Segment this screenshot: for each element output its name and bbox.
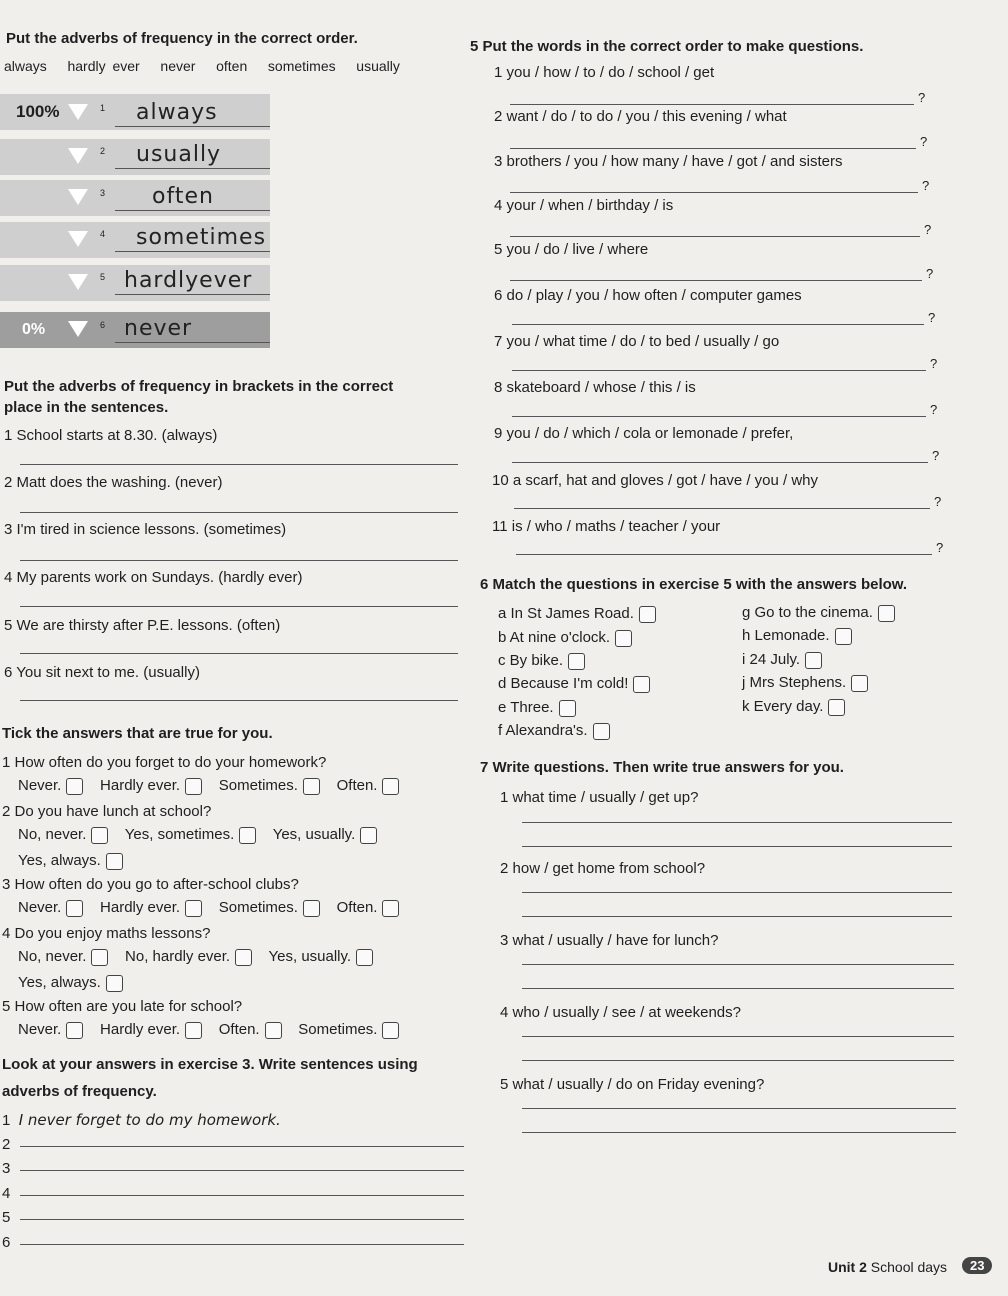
ex-6-answer <box>742 627 852 645</box>
answer-label: j Mrs Stephens. <box>742 674 847 691</box>
tick-box[interactable] <box>66 900 83 917</box>
ex-6-answer <box>498 605 656 623</box>
question-mark: ? <box>918 90 926 105</box>
ex-6-heading: 6 Match the questions in exercise 5 with the answers below. <box>480 576 908 593</box>
question-mark: ? <box>928 310 936 325</box>
tick-box[interactable] <box>185 778 202 795</box>
answer-label: e Three. <box>498 699 554 716</box>
arrow-down-icon <box>68 148 88 164</box>
option-label: Never. <box>18 777 62 794</box>
option-label: Yes, sometimes. <box>124 826 235 843</box>
ex-5-item: 7 you / what time / do / to bed / usually / go <box>494 333 780 350</box>
tick-box[interactable] <box>382 1022 399 1039</box>
option-label: Yes, usually. <box>268 948 352 965</box>
option-label: Hardly ever. <box>100 1021 181 1038</box>
handwritten-answer: always <box>136 100 218 125</box>
answer-label: c By bike. <box>498 652 564 669</box>
scale-top-label: 100% <box>16 102 60 121</box>
match-box[interactable] <box>633 676 650 693</box>
match-box[interactable] <box>593 723 610 740</box>
tick-box[interactable] <box>356 949 373 966</box>
ex-6-answer <box>498 629 632 647</box>
word-bank-item: sometimes <box>267 58 336 74</box>
ex-5-item: 2 want / do / to do / you / this evening / what <box>494 108 787 125</box>
question-mark: ? <box>936 540 944 555</box>
arrow-down-icon <box>68 274 88 290</box>
option-label: Hardly ever. <box>100 899 181 916</box>
tick-box[interactable] <box>66 1022 83 1039</box>
handwritten-answer: never <box>124 316 193 341</box>
unit-title: School days <box>870 1259 948 1275</box>
ex-3-q2: 2 Do you have lunch at school? <box>2 803 212 820</box>
option-label: Yes, always. <box>18 974 101 991</box>
question-mark: ? <box>934 494 942 509</box>
ex-6-answer <box>498 722 610 740</box>
match-box[interactable] <box>835 628 852 645</box>
scale-bottom-label: 0% <box>22 321 46 338</box>
arrow-down-icon <box>68 321 88 337</box>
tick-box[interactable] <box>360 827 377 844</box>
match-box[interactable] <box>639 606 656 623</box>
question-mark: ? <box>926 266 934 281</box>
handwritten-answer: sometimes <box>136 225 267 250</box>
question-mark: ? <box>922 178 930 193</box>
answer-label: d Because I'm cold! <box>498 675 629 692</box>
tick-box[interactable] <box>185 900 202 917</box>
ex-5-item: 10 a scarf, hat and gloves / got / have / you / why <box>492 472 819 489</box>
line-number: 1 <box>2 1112 11 1129</box>
ex-b-item: 4 My parents work on Sundays. (hardly ever) <box>4 569 303 586</box>
option-label: Sometimes. <box>218 899 298 916</box>
ex-4-heading: Look at your answers in exercise 3. Write sentences using <box>2 1056 418 1073</box>
option-label: Hardly ever. <box>100 777 181 794</box>
ex-6-answer <box>742 604 895 622</box>
ex-3-heading: Tick the answers that are true for you. <box>2 725 273 742</box>
option-label: No, never. <box>18 948 87 965</box>
match-box[interactable] <box>851 675 868 692</box>
ex-3-q5-options <box>18 1021 399 1039</box>
tick-box[interactable] <box>91 949 108 966</box>
arrow-down-icon <box>68 231 88 247</box>
ex-3-q2-options <box>18 826 377 844</box>
arrow-down-icon <box>68 189 88 205</box>
ex-5-item: 1 you / how / to / do / school / get <box>494 64 715 81</box>
option-label: Never. <box>18 899 62 916</box>
tick-box[interactable] <box>235 949 252 966</box>
word-bank-item: usually <box>356 58 400 74</box>
handwritten-answer: often <box>152 184 214 209</box>
footer <box>828 1259 947 1275</box>
option-label: Yes, usually. <box>272 826 356 843</box>
handwritten-example: I never forget to do my homework. <box>18 1111 281 1129</box>
tick-box[interactable] <box>303 778 320 795</box>
word-bank-item: always <box>4 58 47 74</box>
line-number: 2 <box>2 1136 11 1153</box>
ex-7-heading: 7 Write questions. Then write true answers for you. <box>480 759 844 776</box>
ex-5-item: 11 is / who / maths / teacher / your <box>492 518 721 535</box>
page-number: 23 <box>962 1257 992 1274</box>
arrow-down-icon <box>68 104 88 120</box>
ex-7-item: 5 what / usually / do on Friday evening? <box>500 1076 765 1093</box>
match-box[interactable] <box>805 652 822 669</box>
ex-6-answer <box>498 652 585 670</box>
match-box[interactable] <box>828 699 845 716</box>
tick-box[interactable] <box>185 1022 202 1039</box>
question-mark: ? <box>920 134 928 149</box>
option-label: Often. <box>336 899 378 916</box>
ex-a-heading: Put the adverbs of frequency in the correct order. <box>6 30 358 47</box>
ex-7-item: 2 how / get home from school? <box>500 860 706 877</box>
tick-box[interactable] <box>382 778 399 795</box>
option-label: No, never. <box>18 826 87 843</box>
tick-box[interactable] <box>239 827 256 844</box>
tick-box[interactable] <box>382 900 399 917</box>
ex-3-q2-options-b <box>18 852 123 870</box>
ex-6-answer <box>742 674 868 692</box>
ex-6-answer <box>742 651 822 669</box>
tick-box[interactable] <box>91 827 108 844</box>
ex-3-q1-options <box>18 777 399 795</box>
ex-3-q3: 3 How often do you go to after-school clubs? <box>2 876 299 893</box>
match-box[interactable] <box>559 700 576 717</box>
ex-b-item: 2 Matt does the washing. (never) <box>4 474 223 491</box>
option-label: No, hardly ever. <box>125 948 231 965</box>
ex-4-example <box>2 1111 281 1129</box>
option-label: Yes, always. <box>18 852 101 869</box>
ex-3-q3-options <box>18 899 399 917</box>
ex-5-heading: 5 Put the words in the correct order to make questions. <box>470 38 864 55</box>
handwritten-answer: usually <box>136 142 222 167</box>
answer-label: f Alexandra's. <box>498 722 588 739</box>
match-box[interactable] <box>568 653 585 670</box>
line-number: 3 <box>2 1160 11 1177</box>
answer-label: a In St James Road. <box>498 605 634 622</box>
ex-b-heading-2: place in the sentences. <box>4 399 169 416</box>
ex-5-item: 6 do / play / you / how often / computer games <box>494 287 802 304</box>
handwritten-answer: hardlyever <box>124 268 253 293</box>
ex-3-q4-options <box>18 948 373 966</box>
answer-label: h Lemonade. <box>742 627 830 644</box>
ex-6-answer <box>498 675 650 693</box>
ex-3-q1: 1 How often do you forget to do your homework? <box>2 754 327 771</box>
tick-box[interactable] <box>106 975 123 992</box>
tick-box[interactable] <box>106 853 123 870</box>
option-label: Sometimes. <box>218 777 298 794</box>
match-box[interactable] <box>615 630 632 647</box>
ex-b-item: 1 School starts at 8.30. (always) <box>4 427 218 444</box>
answer-label: i 24 July. <box>742 651 801 668</box>
ex-7-item: 4 who / usually / see / at weekends? <box>500 1004 741 1021</box>
ex-5-item: 4 your / when / birthday / is <box>494 197 674 214</box>
ex-7-item: 3 what / usually / have for lunch? <box>500 932 719 949</box>
option-label: Often. <box>218 1021 260 1038</box>
option-label: Often. <box>336 777 378 794</box>
unit-label: Unit 2 <box>828 1259 867 1275</box>
word-bank-item: hardly ever <box>67 58 140 74</box>
ex-3-q5: 5 How often are you late for school? <box>2 998 243 1015</box>
line-number: 5 <box>2 1209 11 1226</box>
option-label: Sometimes. <box>298 1021 378 1038</box>
question-mark: ? <box>924 222 932 237</box>
ex-b-item: 5 We are thirsty after P.E. lessons. (often) <box>4 617 281 634</box>
ex-6-answer <box>498 699 576 717</box>
ex-5-item: 9 you / do / which / cola or lemonade / prefer, <box>494 425 794 442</box>
ex-b-heading: Put the adverbs of frequency in brackets in the correct <box>4 378 394 395</box>
ex-3-q4-options-b <box>18 974 123 992</box>
answer-label: b At nine o'clock. <box>498 629 611 646</box>
question-mark: ? <box>932 448 940 463</box>
word-bank-item: often <box>216 58 248 74</box>
tick-box[interactable] <box>66 778 83 795</box>
ex-7-item: 1 what time / usually / get up? <box>500 789 699 806</box>
match-box[interactable] <box>878 605 895 622</box>
answer-label: k Every day. <box>742 698 824 715</box>
ex-5-item: 5 you / do / live / where <box>494 241 649 258</box>
tick-box[interactable] <box>265 1022 282 1039</box>
ex-b-item: 3 I'm tired in science lessons. (sometimes) <box>4 521 287 538</box>
tick-box[interactable] <box>303 900 320 917</box>
line-number: 6 <box>2 1234 11 1251</box>
line-number: 4 <box>2 1185 11 1202</box>
question-mark: ? <box>930 402 938 417</box>
answer-label: g Go to the cinema. <box>742 604 873 621</box>
ex-3-q4: 4 Do you enjoy maths lessons? <box>2 925 211 942</box>
ex-b-item: 6 You sit next to me. (usually) <box>4 664 200 681</box>
option-label: Never. <box>18 1021 62 1038</box>
ex-5-item: 3 brothers / you / how many / have / got / and sisters <box>494 153 843 170</box>
question-mark: ? <box>930 356 938 371</box>
ex-6-answer <box>742 698 845 716</box>
ex-4-heading-2: adverbs of frequency. <box>2 1083 157 1100</box>
word-bank <box>4 58 400 74</box>
word-bank-item: never <box>160 58 196 74</box>
ex-5-item: 8 skateboard / whose / this / is <box>494 379 696 396</box>
